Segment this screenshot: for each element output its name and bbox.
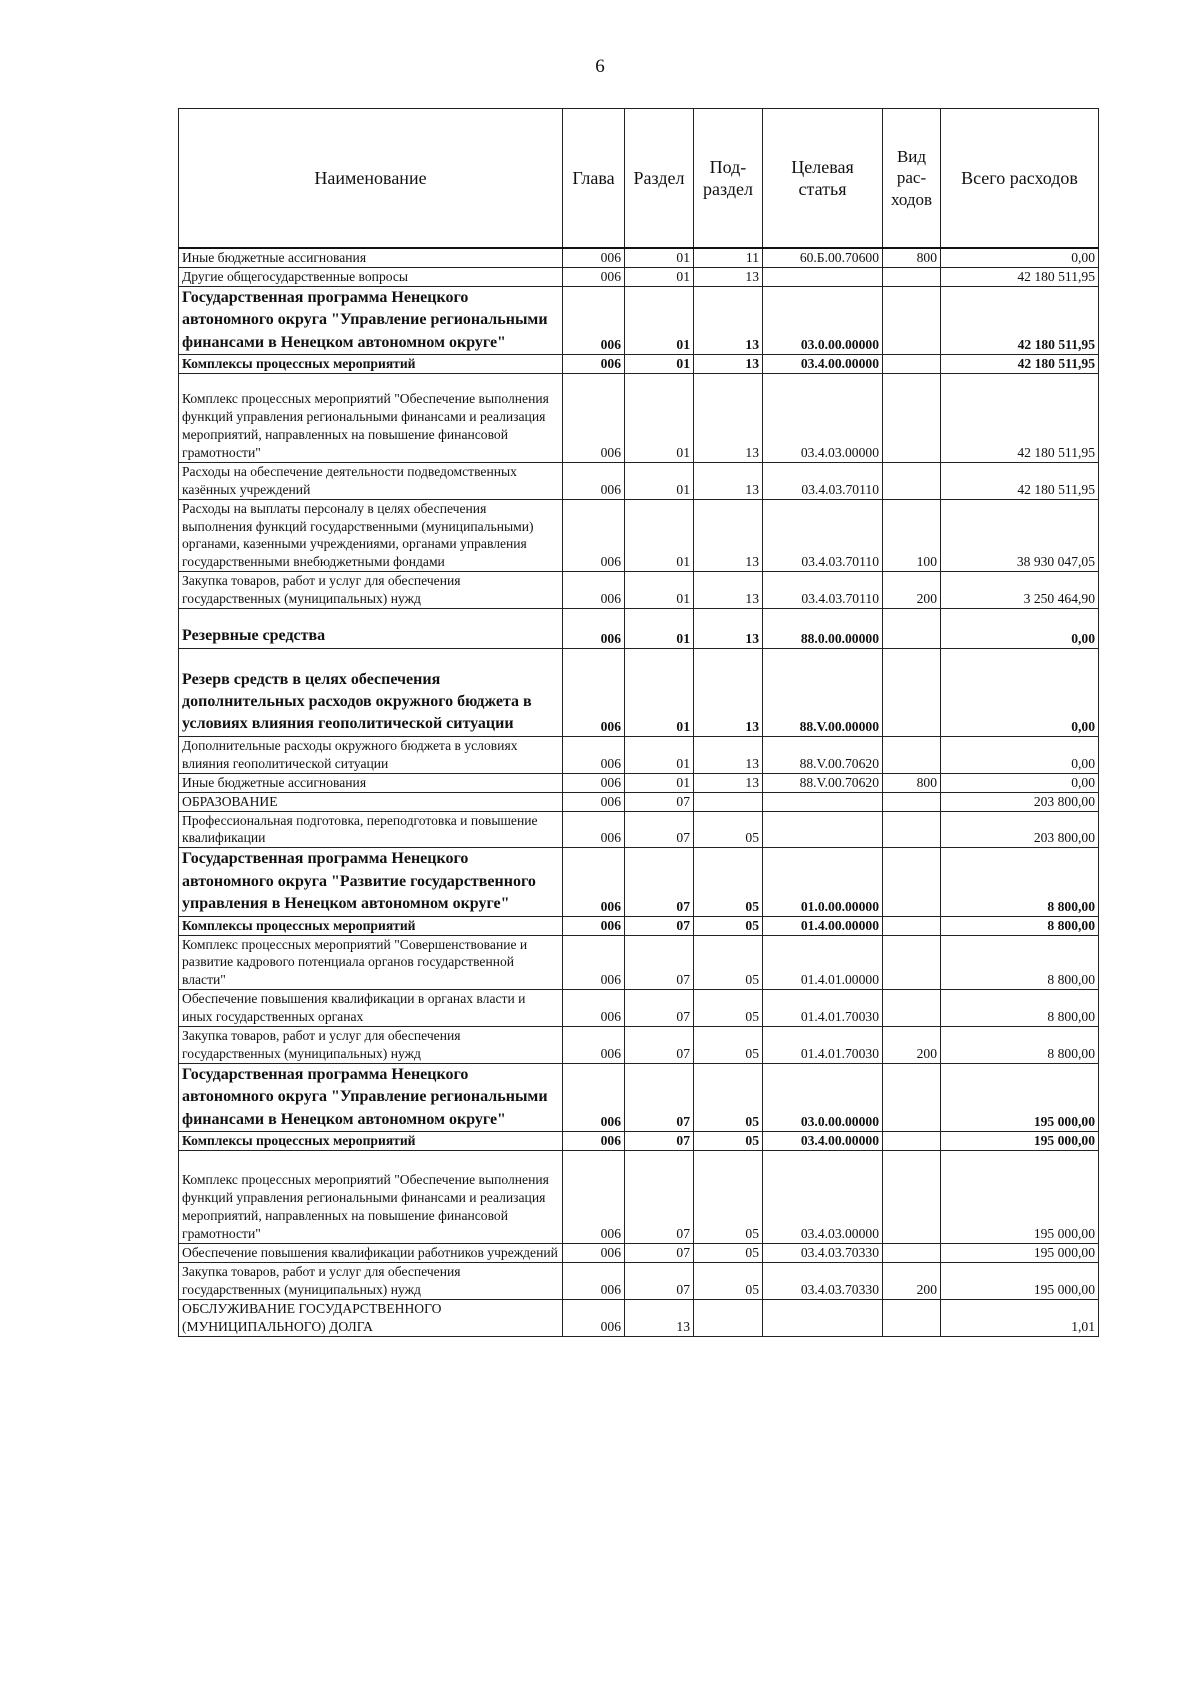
- cell-vid: [883, 286, 941, 354]
- header-glava: Глава: [563, 109, 625, 249]
- cell-name: Расходы на обеспечение деятельности подведомственных казённых учреждений: [179, 462, 563, 499]
- cell-glava: 006: [563, 773, 625, 792]
- table-row: [179, 462, 1099, 499]
- cell-total: 195 000,00: [941, 1064, 1099, 1132]
- cell-podrazdel: 05: [694, 1027, 763, 1064]
- cell-name: Комплекс процессных мероприятий "Обеспечение выполнения функций управления региональными финансами и реализация мероприятий, направленных на повышение финансовой грамотности": [179, 373, 563, 462]
- cell-tselevaya: 03.4.03.70110: [763, 499, 883, 572]
- cell-glava: 006: [563, 572, 625, 609]
- cell-total: 8 800,00: [941, 1027, 1099, 1064]
- cell-tselevaya: 03.4.03.70110: [763, 572, 883, 609]
- table-row: [179, 572, 1099, 609]
- cell-name: Комплексы процессных мероприятий: [179, 1132, 563, 1151]
- cell-razdel: 01: [625, 499, 694, 572]
- cell-glava: 006: [563, 462, 625, 499]
- cell-tselevaya: 03.0.00.00000: [763, 1064, 883, 1132]
- cell-podrazdel: 05: [694, 848, 763, 916]
- cell-tselevaya: 88.V.00.00000: [763, 648, 883, 736]
- cell-name: Закупка товаров, работ и услуг для обеспечения государственных (муниципальных) нужд: [179, 572, 563, 609]
- cell-total: 42 180 511,95: [941, 355, 1099, 374]
- cell-razdel: 01: [625, 736, 694, 773]
- cell-vid: [883, 1132, 941, 1151]
- cell-vid: 200: [883, 1027, 941, 1064]
- cell-razdel: 01: [625, 648, 694, 736]
- cell-vid: [883, 916, 941, 935]
- cell-glava: 006: [563, 792, 625, 811]
- cell-vid: [883, 848, 941, 916]
- cell-podrazdel: 13: [694, 648, 763, 736]
- cell-podrazdel: 05: [694, 1064, 763, 1132]
- cell-podrazdel: [694, 1299, 763, 1336]
- cell-podrazdel: 05: [694, 935, 763, 990]
- cell-razdel: 01: [625, 355, 694, 374]
- cell-total: 203 800,00: [941, 811, 1099, 848]
- cell-name: Обеспечение повышения квалификации работников учреждений: [179, 1243, 563, 1262]
- cell-podrazdel: 11: [694, 248, 763, 267]
- cell-razdel: 07: [625, 848, 694, 916]
- cell-total: 3 250 464,90: [941, 572, 1099, 609]
- table-row: [179, 1262, 1099, 1299]
- cell-total: 0,00: [941, 736, 1099, 773]
- cell-podrazdel: 13: [694, 373, 763, 462]
- cell-glava: 006: [563, 267, 625, 286]
- cell-vid: 800: [883, 773, 941, 792]
- cell-podrazdel: [694, 792, 763, 811]
- table-row: [179, 848, 1099, 916]
- cell-total: 195 000,00: [941, 1151, 1099, 1244]
- cell-vid: [883, 648, 941, 736]
- cell-total: 1,01: [941, 1299, 1099, 1336]
- table-header-row: [179, 109, 1099, 249]
- cell-tselevaya: 01.4.00.00000: [763, 916, 883, 935]
- cell-name: Резерв средств в целях обеспечения дополнительных расходов окружного бюджета в условиях влияния геополитической ситуации: [179, 648, 563, 736]
- cell-tselevaya: 88.V.00.70620: [763, 773, 883, 792]
- cell-total: 195 000,00: [941, 1262, 1099, 1299]
- cell-razdel: 01: [625, 286, 694, 354]
- cell-name: Иные бюджетные ассигнования: [179, 248, 563, 267]
- cell-vid: 200: [883, 1262, 941, 1299]
- cell-total: 8 800,00: [941, 848, 1099, 916]
- cell-name: Закупка товаров, работ и услуг для обеспечения государственных (муниципальных) нужд: [179, 1027, 563, 1064]
- cell-name: Другие общегосударственные вопросы: [179, 267, 563, 286]
- cell-name: Дополнительные расходы окружного бюджета в условиях влияния геополитической ситуации: [179, 736, 563, 773]
- cell-total: 42 180 511,95: [941, 267, 1099, 286]
- cell-tselevaya: 03.0.00.00000: [763, 286, 883, 354]
- cell-razdel: 13: [625, 1299, 694, 1336]
- cell-name: Обеспечение повышения квалификации в органах власти и иных государственных органах: [179, 990, 563, 1027]
- cell-vid: 100: [883, 499, 941, 572]
- header-name: Наименование: [179, 109, 563, 249]
- cell-vid: 200: [883, 572, 941, 609]
- table-row: [179, 1299, 1099, 1336]
- cell-vid: [883, 1243, 941, 1262]
- table-row: [179, 373, 1099, 462]
- cell-total: 8 800,00: [941, 990, 1099, 1027]
- cell-tselevaya: 03.4.03.00000: [763, 373, 883, 462]
- table-row: [179, 792, 1099, 811]
- cell-glava: 006: [563, 609, 625, 648]
- cell-podrazdel: 13: [694, 286, 763, 354]
- table-row: [179, 1132, 1099, 1151]
- cell-razdel: 07: [625, 1262, 694, 1299]
- cell-razdel: 01: [625, 462, 694, 499]
- cell-podrazdel: 13: [694, 462, 763, 499]
- cell-razdel: 07: [625, 1064, 694, 1132]
- cell-name: Государственная программа Ненецкого автономного округа "Управление региональными финансами в Ненецком автономном округе": [179, 286, 563, 354]
- cell-razdel: 07: [625, 1243, 694, 1262]
- cell-razdel: 01: [625, 609, 694, 648]
- cell-vid: [883, 990, 941, 1027]
- cell-total: 8 800,00: [941, 916, 1099, 935]
- cell-vid: [883, 609, 941, 648]
- table-row: [179, 1027, 1099, 1064]
- table-row: [179, 990, 1099, 1027]
- cell-total: 203 800,00: [941, 792, 1099, 811]
- cell-glava: 006: [563, 1262, 625, 1299]
- header-podrazdel: Под-раздел: [694, 109, 763, 249]
- table-row: [179, 773, 1099, 792]
- cell-tselevaya: 01.4.01.00000: [763, 935, 883, 990]
- cell-razdel: 07: [625, 792, 694, 811]
- cell-razdel: 01: [625, 267, 694, 286]
- table-row: [179, 811, 1099, 848]
- cell-podrazdel: 13: [694, 267, 763, 286]
- cell-glava: 006: [563, 286, 625, 354]
- table-row: [179, 1064, 1099, 1132]
- cell-podrazdel: 13: [694, 572, 763, 609]
- cell-name: Комплекс процессных мероприятий "Обеспечение выполнения функций управления региональными финансами и реализация мероприятий, направленных на повышение финансовой грамотности": [179, 1151, 563, 1244]
- cell-name: Комплексы процессных мероприятий: [179, 355, 563, 374]
- cell-glava: 006: [563, 916, 625, 935]
- cell-name: ОБРАЗОВАНИЕ: [179, 792, 563, 811]
- cell-total: 42 180 511,95: [941, 373, 1099, 462]
- cell-glava: 006: [563, 848, 625, 916]
- cell-glava: 006: [563, 1151, 625, 1244]
- cell-glava: 006: [563, 1243, 625, 1262]
- cell-glava: 006: [563, 648, 625, 736]
- cell-tselevaya: 01.4.01.70030: [763, 990, 883, 1027]
- cell-tselevaya: 60.Б.00.70600: [763, 248, 883, 267]
- cell-glava: 006: [563, 1064, 625, 1132]
- cell-razdel: 01: [625, 373, 694, 462]
- cell-glava: 006: [563, 373, 625, 462]
- cell-tselevaya: 88.V.00.70620: [763, 736, 883, 773]
- cell-name: ОБСЛУЖИВАНИЕ ГОСУДАРСТВЕННОГО (МУНИЦИПАЛЬНОГО) ДОЛГА: [179, 1299, 563, 1336]
- table-row: [179, 267, 1099, 286]
- cell-name: Комплекс процессных мероприятий "Совершенствование и развитие кадрового потенциала органов государственной власти": [179, 935, 563, 990]
- cell-vid: [883, 1064, 941, 1132]
- table-row: [179, 248, 1099, 267]
- cell-razdel: 07: [625, 1151, 694, 1244]
- header-total: Всего расходов: [941, 109, 1099, 249]
- cell-tselevaya: 03.4.03.70330: [763, 1262, 883, 1299]
- table-row: [179, 355, 1099, 374]
- cell-glava: 006: [563, 811, 625, 848]
- cell-name: Резервные средства: [179, 609, 563, 648]
- table-row: [179, 648, 1099, 736]
- cell-total: 8 800,00: [941, 935, 1099, 990]
- cell-vid: [883, 1299, 941, 1336]
- cell-glava: 006: [563, 355, 625, 374]
- cell-tselevaya: 03.4.03.70110: [763, 462, 883, 499]
- cell-total: 0,00: [941, 773, 1099, 792]
- cell-podrazdel: 13: [694, 609, 763, 648]
- cell-glava: 006: [563, 248, 625, 267]
- cell-podrazdel: 13: [694, 355, 763, 374]
- header-tselevaya: Целевая статья: [763, 109, 883, 249]
- cell-vid: 800: [883, 248, 941, 267]
- cell-name: Государственная программа Ненецкого автономного округа "Развитие государственного управления в Ненецком автономном округе": [179, 848, 563, 916]
- cell-total: 195 000,00: [941, 1132, 1099, 1151]
- cell-podrazdel: 05: [694, 1243, 763, 1262]
- cell-glava: 006: [563, 1132, 625, 1151]
- cell-podrazdel: 05: [694, 811, 763, 848]
- table-row: [179, 609, 1099, 648]
- cell-glava: 006: [563, 499, 625, 572]
- cell-podrazdel: 13: [694, 773, 763, 792]
- page-number: 6: [595, 56, 605, 77]
- cell-glava: 006: [563, 1299, 625, 1336]
- cell-vid: [883, 792, 941, 811]
- cell-vid: [883, 267, 941, 286]
- cell-tselevaya: 03.4.00.00000: [763, 1132, 883, 1151]
- cell-podrazdel: 05: [694, 1132, 763, 1151]
- header-vid: Вид рас-ходов: [883, 109, 941, 249]
- cell-total: 195 000,00: [941, 1243, 1099, 1262]
- cell-razdel: 01: [625, 572, 694, 609]
- cell-tselevaya: [763, 267, 883, 286]
- cell-vid: [883, 373, 941, 462]
- cell-podrazdel: 05: [694, 990, 763, 1027]
- cell-name: Комплексы процессных мероприятий: [179, 916, 563, 935]
- cell-vid: [883, 935, 941, 990]
- cell-tselevaya: 03.4.03.00000: [763, 1151, 883, 1244]
- cell-podrazdel: 05: [694, 1262, 763, 1299]
- cell-razdel: 07: [625, 811, 694, 848]
- cell-podrazdel: 13: [694, 499, 763, 572]
- cell-razdel: 07: [625, 916, 694, 935]
- table-row: [179, 286, 1099, 354]
- cell-name: Расходы на выплаты персоналу в целях обеспечения выполнения функций государственными (муниципальными) органами, казенными учреждениями, органами управления государственными внебюджетными фондами: [179, 499, 563, 572]
- cell-vid: [883, 1151, 941, 1244]
- cell-glava: 006: [563, 736, 625, 773]
- cell-total: 42 180 511,95: [941, 462, 1099, 499]
- cell-vid: [883, 811, 941, 848]
- cell-tselevaya: 03.4.03.70330: [763, 1243, 883, 1262]
- cell-podrazdel: 13: [694, 736, 763, 773]
- cell-name: Иные бюджетные ассигнования: [179, 773, 563, 792]
- cell-tselevaya: [763, 1299, 883, 1336]
- cell-total: 38 930 047,05: [941, 499, 1099, 572]
- cell-total: 42 180 511,95: [941, 286, 1099, 354]
- table-row: [179, 499, 1099, 572]
- cell-vid: [883, 355, 941, 374]
- table-row: [179, 916, 1099, 935]
- cell-razdel: 07: [625, 935, 694, 990]
- cell-tselevaya: 01.0.00.00000: [763, 848, 883, 916]
- cell-tselevaya: 88.0.00.00000: [763, 609, 883, 648]
- cell-tselevaya: [763, 811, 883, 848]
- budget-table: [178, 108, 1099, 1337]
- cell-razdel: 01: [625, 248, 694, 267]
- cell-razdel: 07: [625, 990, 694, 1027]
- cell-name: Профессиональная подготовка, переподготовка и повышение квалификации: [179, 811, 563, 848]
- table-row: [179, 935, 1099, 990]
- cell-tselevaya: 01.4.01.70030: [763, 1027, 883, 1064]
- cell-podrazdel: 05: [694, 916, 763, 935]
- table-body: [179, 248, 1099, 1336]
- cell-tselevaya: 03.4.00.00000: [763, 355, 883, 374]
- cell-glava: 006: [563, 990, 625, 1027]
- cell-glava: 006: [563, 935, 625, 990]
- cell-razdel: 01: [625, 773, 694, 792]
- cell-vid: [883, 736, 941, 773]
- cell-total: 0,00: [941, 248, 1099, 267]
- cell-name: Закупка товаров, работ и услуг для обеспечения государственных (муниципальных) нужд: [179, 1262, 563, 1299]
- table-row: [179, 1243, 1099, 1262]
- cell-vid: [883, 462, 941, 499]
- cell-glava: 006: [563, 1027, 625, 1064]
- table-row: [179, 1151, 1099, 1244]
- header-razdel: Раздел: [625, 109, 694, 249]
- cell-total: 0,00: [941, 609, 1099, 648]
- cell-total: 0,00: [941, 648, 1099, 736]
- cell-tselevaya: [763, 792, 883, 811]
- table-row: [179, 736, 1099, 773]
- cell-name: Государственная программа Ненецкого автономного округа "Управление региональными финансами в Ненецком автономном округе": [179, 1064, 563, 1132]
- cell-podrazdel: 05: [694, 1151, 763, 1244]
- cell-razdel: 07: [625, 1132, 694, 1151]
- cell-razdel: 07: [625, 1027, 694, 1064]
